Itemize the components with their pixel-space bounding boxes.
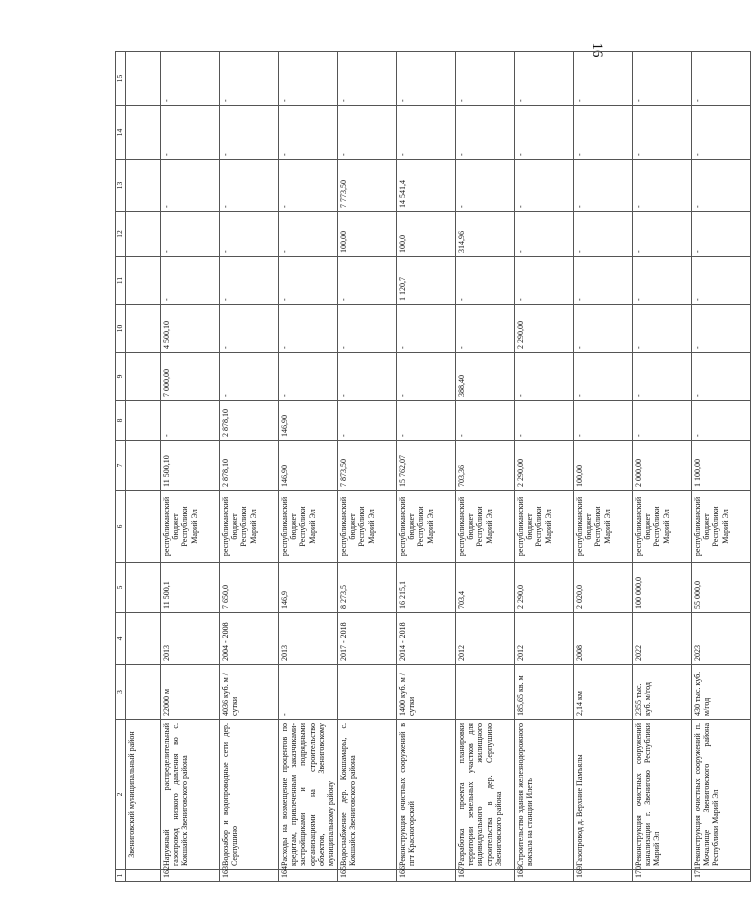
period: 2023 <box>692 613 751 665</box>
funding-source: республиканский бюджет Республики Марий Эл <box>220 491 279 563</box>
amount-col-11: - <box>692 257 751 305</box>
amount-col-15: - <box>279 52 338 106</box>
amount-col-11: - <box>574 257 633 305</box>
total-amount: 7 873,50 <box>338 441 397 491</box>
object-name: Реконструкция очистных сооружений п. Мочалище Звениговского района Республики Марий Эл <box>692 720 751 870</box>
amount-col-11: - <box>279 257 338 305</box>
page-number: 16 <box>589 42 605 58</box>
amount-col-11: 1 120,7 <box>397 257 456 305</box>
amount-col-11: - <box>515 257 574 305</box>
table-row <box>220 52 279 882</box>
amount-col-9: 388,40 <box>456 353 515 401</box>
amount-col-15: - <box>456 52 515 106</box>
amount-col-15: - <box>515 52 574 106</box>
capacity <box>338 665 397 720</box>
amount-col-12: 314,96 <box>456 212 515 257</box>
amount-col-13: 7 773,50 <box>338 160 397 212</box>
amount-col-15: - <box>161 52 220 106</box>
amount-col-9: - <box>279 353 338 401</box>
amount-col-11: - <box>633 257 692 305</box>
amount-col-15: - <box>633 52 692 106</box>
object-name: Расходы на возмещение процентов по кредитам, привлеченным заказчиками-застройщиками и подрядными организациями на строительство объектов, Звениговскому муниципальному району <box>279 720 338 870</box>
amount-col-10: - <box>456 305 515 353</box>
estimated-cost: 16 215,1 <box>397 563 456 613</box>
amount-col-9: - <box>633 353 692 401</box>
funding-source: республиканский бюджет Республики Марий Эл <box>338 491 397 563</box>
period: 2012 <box>456 613 515 665</box>
period: 2013 <box>279 613 338 665</box>
amount-col-9: - <box>574 353 633 401</box>
capacity: 185,65 кв. м <box>515 665 574 720</box>
period: 2022 <box>633 613 692 665</box>
row-number: 169 <box>574 870 633 882</box>
capacity: 1400 куб. м /сутки <box>397 665 456 720</box>
amount-col-14: - <box>574 106 633 160</box>
object-name: Строительство здания железнодорожного вокзала на станции Илеть <box>515 720 574 870</box>
capacity: 22000 м <box>161 665 220 720</box>
object-name: Наружный распределительный газопровод низкого давления во с. Кокшайск Звениговского района <box>161 720 220 870</box>
period: 2008 <box>574 613 633 665</box>
col-header: 11 <box>116 257 126 305</box>
col-header: 10 <box>116 305 126 353</box>
amount-col-12: - <box>692 212 751 257</box>
amount-col-14: - <box>397 106 456 160</box>
funding-source: республиканский бюджет Республики Марий Эл <box>633 491 692 563</box>
total-amount: 15 762,07 <box>397 441 456 491</box>
amount-col-13: - <box>456 160 515 212</box>
budget-table <box>115 51 751 882</box>
col-header: 9 <box>116 353 126 401</box>
estimated-cost: 8 273,5 <box>338 563 397 613</box>
total-amount: 2 290,00 <box>515 441 574 491</box>
total-amount: 2 000,00 <box>633 441 692 491</box>
row-number: 170 <box>633 870 692 882</box>
object-name: Водозабор и водопроводные сети дер. Серпушино <box>220 720 279 870</box>
period: 2004 - 2008 <box>220 613 279 665</box>
table-row <box>456 52 515 882</box>
amount-col-13: - <box>633 160 692 212</box>
amount-col-14: - <box>515 106 574 160</box>
amount-col-12: 100,0 <box>397 212 456 257</box>
amount-col-9: 7 000,00 <box>161 353 220 401</box>
table-row <box>633 52 692 882</box>
capacity: 2,14 км <box>574 665 633 720</box>
amount-col-12: - <box>279 212 338 257</box>
amount-col-8: - <box>633 401 692 441</box>
amount-col-10: - <box>220 305 279 353</box>
funding-source: республиканский бюджет Республики Марий Эл <box>397 491 456 563</box>
amount-col-11: - <box>161 257 220 305</box>
amount-col-8: - <box>692 401 751 441</box>
amount-col-13: - <box>161 160 220 212</box>
capacity: 2355 тыс. куб. м/год <box>633 665 692 720</box>
table-row <box>515 52 574 882</box>
capacity: 4036 куб. м / сутки <box>220 665 279 720</box>
amount-col-15: - <box>574 52 633 106</box>
amount-col-13: - <box>515 160 574 212</box>
amount-col-10: - <box>397 305 456 353</box>
amount-col-12: - <box>574 212 633 257</box>
amount-col-11: - <box>220 257 279 305</box>
capacity: 430 тыс. куб. м/год <box>692 665 751 720</box>
amount-col-8: - <box>161 401 220 441</box>
amount-col-11: - <box>338 257 397 305</box>
row-number: 162 <box>161 870 220 882</box>
rotated-table-area <box>115 52 730 882</box>
funding-source: республиканский бюджет Республики Марий Эл <box>456 491 515 563</box>
row-number: 163 <box>220 870 279 882</box>
funding-source: республиканский бюджет Республики Марий Эл <box>515 491 574 563</box>
amount-col-14: - <box>338 106 397 160</box>
object-name: Газопровод д. Верхние Памъялы <box>574 720 633 870</box>
estimated-cost: 7 650,0 <box>220 563 279 613</box>
estimated-cost: 55 000,0 <box>692 563 751 613</box>
period: 2013 <box>161 613 220 665</box>
amount-col-10: - <box>279 305 338 353</box>
amount-col-14: - <box>633 106 692 160</box>
amount-col-9: - <box>397 353 456 401</box>
total-amount: 100,00 <box>574 441 633 491</box>
district-row <box>126 52 161 882</box>
header-row <box>116 52 126 882</box>
col-header: 15 <box>116 52 126 106</box>
funding-source: республиканский бюджет Республики Марий Эл <box>574 491 633 563</box>
amount-col-14: - <box>220 106 279 160</box>
col-header: 2 <box>116 720 126 870</box>
capacity: - <box>279 665 338 720</box>
object-name: Реконструкция очистных сооружений в пгт Красногорский <box>397 720 456 870</box>
amount-col-12: - <box>220 212 279 257</box>
amount-col-14: - <box>161 106 220 160</box>
col-header: 3 <box>116 665 126 720</box>
row-number: 166 <box>397 870 456 882</box>
amount-col-13: - <box>574 160 633 212</box>
col-header: 6 <box>116 491 126 563</box>
row-number: 164 <box>279 870 338 882</box>
amount-col-10: - <box>633 305 692 353</box>
estimated-cost: 146,9 <box>279 563 338 613</box>
amount-col-10: - <box>574 305 633 353</box>
amount-col-13: - <box>220 160 279 212</box>
amount-col-10: 4 500,10 <box>161 305 220 353</box>
estimated-cost: 703,4 <box>456 563 515 613</box>
amount-col-13: 14 541,4 <box>397 160 456 212</box>
amount-col-10: - <box>338 305 397 353</box>
amount-col-8: - <box>515 401 574 441</box>
estimated-cost: 2 290,0 <box>515 563 574 613</box>
district-label: Звениговский муниципальный район <box>126 720 161 870</box>
row-number: 165 <box>338 870 397 882</box>
amount-col-12: - <box>633 212 692 257</box>
total-amount: 146,90 <box>279 441 338 491</box>
funding-source: республиканский бюджет Республики Марий Эл <box>161 491 220 563</box>
period: 2014 - 2018 <box>397 613 456 665</box>
total-amount: 1 100,00 <box>692 441 751 491</box>
total-amount: 2 878,10 <box>220 441 279 491</box>
amount-col-9: - <box>338 353 397 401</box>
amount-col-14: - <box>456 106 515 160</box>
amount-col-15: - <box>338 52 397 106</box>
row-number: 171 <box>692 870 751 882</box>
table-row <box>279 52 338 882</box>
amount-col-11: - <box>456 257 515 305</box>
total-amount: 703,36 <box>456 441 515 491</box>
amount-col-8: - <box>574 401 633 441</box>
table-row <box>161 52 220 882</box>
amount-col-9: - <box>515 353 574 401</box>
funding-source: республиканский бюджет Республики Марий Эл <box>279 491 338 563</box>
amount-col-14: - <box>692 106 751 160</box>
amount-col-10: 2 290,00 <box>515 305 574 353</box>
amount-col-15: - <box>220 52 279 106</box>
col-header: 14 <box>116 106 126 160</box>
amount-col-12: - <box>515 212 574 257</box>
amount-col-8: - <box>338 401 397 441</box>
col-header: 8 <box>116 401 126 441</box>
col-header: 12 <box>116 212 126 257</box>
object-name: Разработка проекта планировки территории земельных участков для индивидуального жилищного строительства в дер. Серпушино Звениговского района <box>456 720 515 870</box>
object-name: Водоснабжение дер. Кокшамары, с. Кокшайск Звениговского района <box>338 720 397 870</box>
funding-source: республиканский бюджет Республики Марий Эл <box>692 491 751 563</box>
table-row <box>574 52 633 882</box>
amount-col-13: - <box>692 160 751 212</box>
amount-col-9: - <box>220 353 279 401</box>
col-header: 5 <box>116 563 126 613</box>
amount-col-8: 146,90 <box>279 401 338 441</box>
estimated-cost: 100 000,0 <box>633 563 692 613</box>
amount-col-15: - <box>397 52 456 106</box>
total-amount: 11 500,10 <box>161 441 220 491</box>
col-header: 1 <box>116 870 126 882</box>
amount-col-14: - <box>279 106 338 160</box>
estimated-cost: 11 500,1 <box>161 563 220 613</box>
row-number: 168 <box>515 870 574 882</box>
capacity <box>456 665 515 720</box>
estimated-cost: 2 020,0 <box>574 563 633 613</box>
amount-col-8: - <box>456 401 515 441</box>
row-number: 167 <box>456 870 515 882</box>
col-header: 4 <box>116 613 126 665</box>
amount-col-8: 2 878,10 <box>220 401 279 441</box>
col-header: 7 <box>116 441 126 491</box>
amount-col-9: - <box>692 353 751 401</box>
amount-col-8: - <box>397 401 456 441</box>
amount-col-13: - <box>279 160 338 212</box>
col-header: 13 <box>116 160 126 212</box>
table-row <box>692 52 751 882</box>
period: 2012 <box>515 613 574 665</box>
amount-col-10: - <box>692 305 751 353</box>
amount-col-15: - <box>692 52 751 106</box>
amount-col-12: - <box>161 212 220 257</box>
table-row <box>338 52 397 882</box>
table-row <box>397 52 456 882</box>
amount-col-12: 100,00 <box>338 212 397 257</box>
period: 2017 - 2018 <box>338 613 397 665</box>
object-name: Реконструкция очистных сооружений канализации г. Звенигово Республики Марий Эл <box>633 720 692 870</box>
